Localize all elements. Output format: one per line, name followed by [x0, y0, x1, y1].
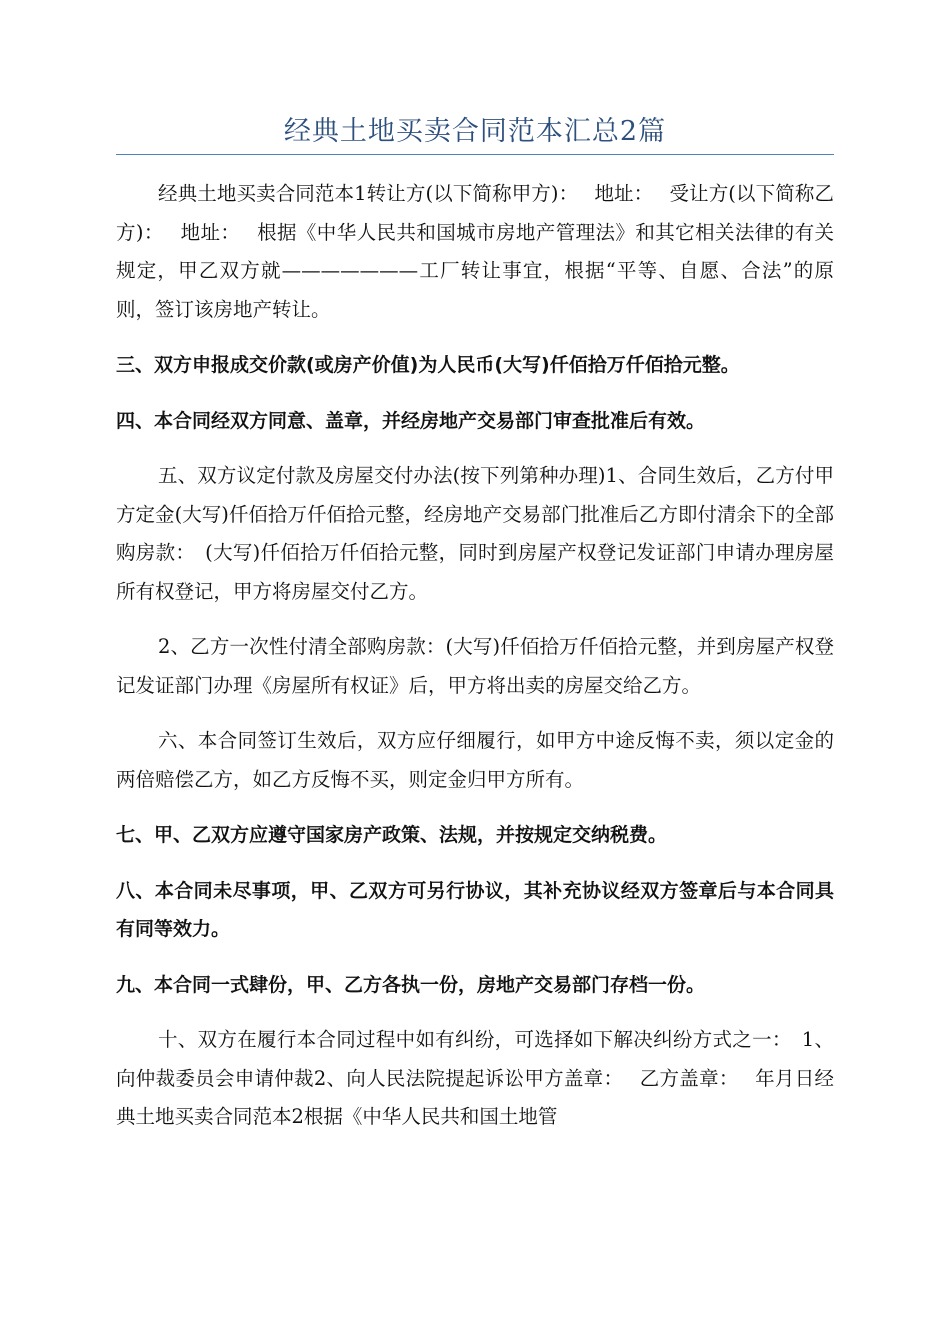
clause-5-item-2: 2、乙方一次性付清全部购房款：(大写)仟佰拾万仟佰拾元整，并到房屋产权登记发证部门办理《房屋所有权证》后，甲方将出卖的房屋交给乙方。 [116, 635, 834, 697]
clause-9: 九、本合同一式肆份，甲、乙方各执一份，房地产交易部门存档一份。 [116, 973, 706, 996]
document-body [116, 175, 834, 1154]
clause-6: 六、本合同签订生效后，双方应仔细履行，如甲方中途反悔不卖，须以定金的两倍赔偿乙方，如乙方反悔不买，则定金归甲方所有。 [116, 729, 834, 791]
clause-4: 四、本合同经双方同意、盖章，并经房地产交易部门审查批准后有效。 [116, 409, 706, 432]
clause-7: 七、甲、乙双方应遵守国家房产政策、法规，并按规定交纳税费。 [116, 824, 668, 846]
clause-5: 五、双方议定付款及房屋交付办法(按下列第种办理)1、合同生效后，乙方付甲方定金(大写)仟佰拾万仟佰拾元整，经房地产交易部门批准后乙方即付清余下的全部购房款： (大写)仟佰拾万仟佰拾元整，同时到房屋产权登记发证部门申请办理房屋所有权登记，甲方将房屋交付乙方。 [116, 464, 834, 603]
paragraph-intro: 经典土地买卖合同范本1转让方(以下简称甲方)： 地址： 受让方(以下简称乙方)： 地址： 根据《中华人民共和国城市房地产管理法》和其它相关法律的有关规定，甲乙双方就———————工厂转让事宜，根据“平等、自愿、合法”的原则，签订该房地产转让。 [116, 182, 834, 321]
clause-8: 八、本合同未尽事项，甲、乙双方可另行协议，其补充协议经双方签章后与本合同具有同等效力。 [116, 879, 834, 940]
clause-3: 三、双方申报成交价款(或房产价值)为人民币(大写)仟佰拾万仟佰拾元整。 [116, 354, 740, 376]
clause-10: 十、双方在履行本合同过程中如有纠纷，可选择如下解决纠纷方式之一： 1、向仲裁委员会申请仲裁2、向人民法院提起诉讼甲方盖章： 乙方盖章： 年月日经典土地买卖合同范本2根据《中华人民共和国土地管 [116, 1028, 834, 1128]
title-underline [116, 154, 834, 155]
document-title: 经典土地买卖合同范本汇总2篇 [283, 116, 667, 147]
